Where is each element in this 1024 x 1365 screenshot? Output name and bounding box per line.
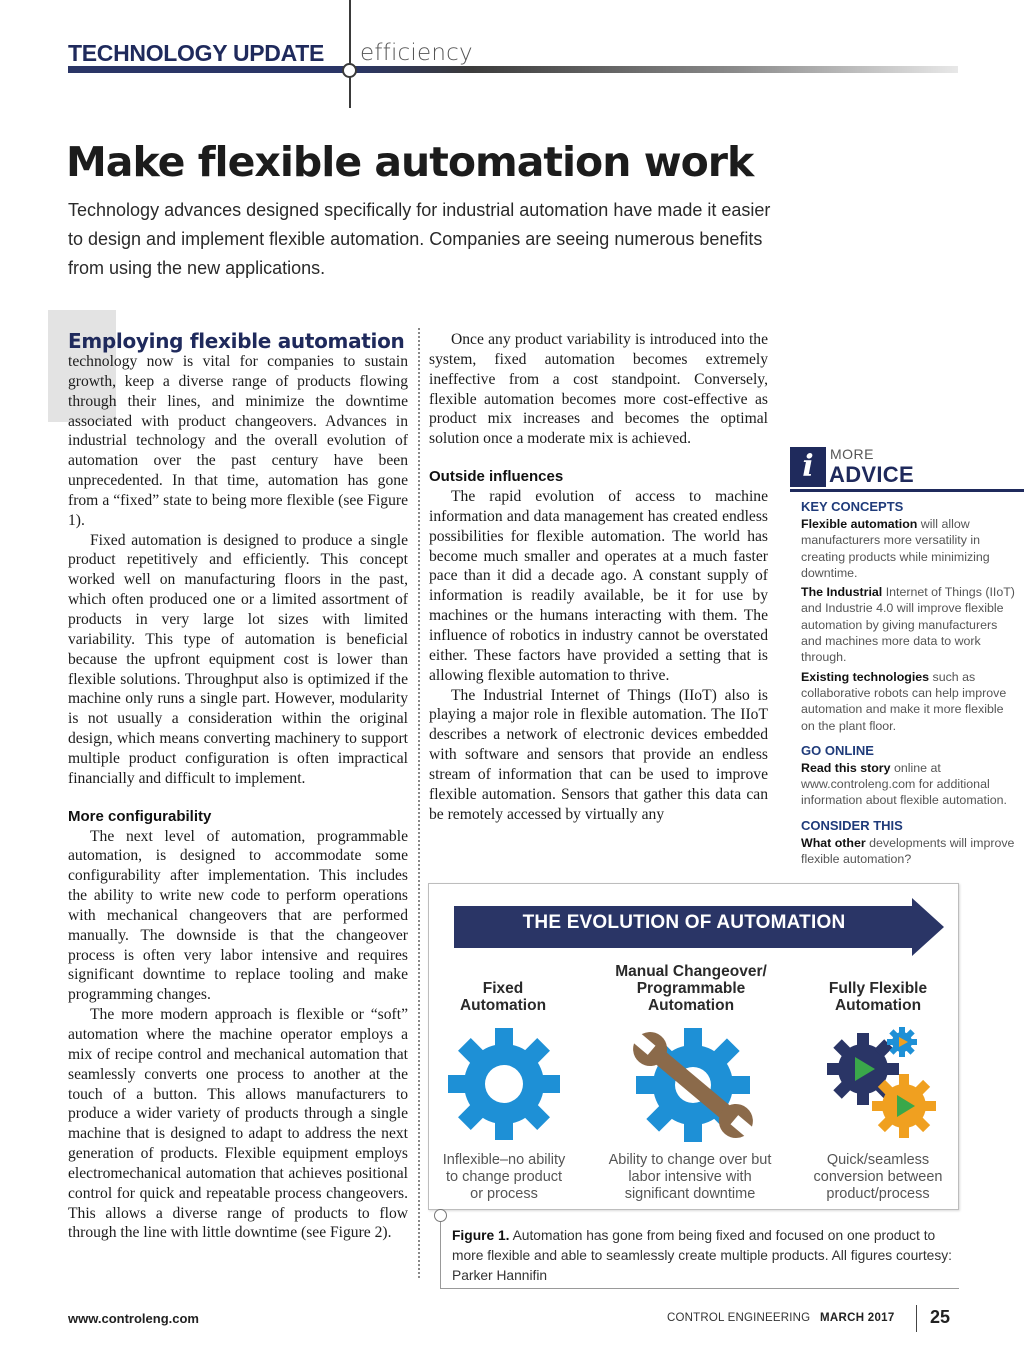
figure-col-title-flexible: Fully Flexible Automation [828,980,928,1014]
caption-bracket-dot [434,1209,447,1222]
footer-date: MARCH 2017 [820,1312,895,1324]
key-concepts-heading: KEY CONCEPTS [801,499,904,514]
gear-icon [445,1025,563,1143]
more-label: MORE [830,446,874,462]
figure-col-desc-fixed: Inflexible–no ability to change product or process [442,1152,566,1202]
column-2 [429,330,768,824]
column-1 [68,330,408,1243]
figure-col-desc-flexible: Quick/seamless conversion between product/process [813,1152,943,1202]
key-concept-2: The Industrial Internet of Things (IIoT) and Industrie 4.0 will improve flexible automation by giving manufacturers and machines more data to work through. [801,585,1015,665]
topic-label: efficiency [360,40,473,66]
footer-divider [916,1305,917,1332]
subheading-more-configurability: More configurability [68,807,212,825]
info-icon: i [790,447,826,487]
article-dek: Technology advances designed specifically for industrial automation have made it easier to design and implement flexible automation. Companies are seeing numerous benefits from using the new applications. [68,200,771,278]
caption-bracket-line [440,1216,441,1289]
column-divider [418,328,420,1278]
sidebar-rule [790,489,1024,492]
footer-url[interactable]: www.controleng.com [68,1311,199,1326]
consider-this-text: What other developments will improve flexible automation? [801,835,1015,867]
consider-this-heading: CONSIDER THIS [801,817,903,833]
advice-label: ADVICE [829,462,914,487]
key-concept-3: Existing technologies such as collaborative robots can help improve automation and make it more flexible on the plant floor. [801,669,1007,733]
paragraph: The Industrial Internet of Things (IIoT) also is playing a major role in flexible automation. The IIoT describes a network of electronic devices embedded with software and sensors that provide an endless stream of information that can be used to improve flexible automation. Sensors that gather this data can be remotely accessed by virtually any [429,686,768,823]
paragraph: The rapid evolution of access to machine information and data management has created endless possibilities for flexible automation. The world has become much smaller and operates at a much faster pace than it did a decade ago. A constant supply of information is readily available, be it for use by machines or the humans interacting with them. The influence of robotics in industry cannot be overstated either. These factors have provided a setting that is allowing flexible automation to thrive. [429,488,768,684]
header-rule-dot [342,63,357,78]
go-online-heading: GO ONLINE [801,742,874,758]
section-label: TECHNOLOGY UPDATE [68,40,325,66]
paragraph: The more modern approach is flexible or “soft” automation where the machine operator employs a mix of recipe control and mechanical automation that seamlessly converts one process to another at the touch of a button. This allows manufacturers to produce a wider variety of products through a single machine that is designed to adapt to address the next generation of products. Flexible equipment employs electromechanical automation that achieves positional control for quick and repeatable process changeovers. This allows a diverse range of products to flow through the line with little downtime (see Figure 2). [68,1006,408,1242]
footer-publication: CONTROL ENGINEERING [667,1312,811,1324]
figure-col-title-fixed: Fixed Automation [459,980,547,1014]
flexible-gears-icon [818,1022,940,1144]
paragraph: technology now is vital for companies to sustain growth, keep a diverse range of products flowing through their lines, and minimize the downtime associated with product changeovers. Advances in industrial technology and the overall evolution of automation over the past century have been unprecedented. In that time, automation has gone from a “fixed” state to being more flexible (see Figure 1). [68,353,408,529]
paragraph: Once any product variability is introduced into the system, fixed automation becomes extremely ineffective from a cost standpoint. Conversely, flexible automation becomes more cost-effective as product mix increases and becomes the optimal solution once a moderate mix is achieved. [429,331,768,448]
key-concept-1: Flexible automation will allow manufacturers more versatility in creating products while minimizing downtime. [801,517,990,580]
figure-caption: Figure 1. Automation has gone from being fixed and focused on one product to more flexible and able to seamlessly create multiple products. All figures courtesy: Parker Hannifin [452,1228,952,1283]
page-number: 25 [930,1307,951,1327]
subheading-outside-influences: Outside influences [429,468,564,486]
paragraph: The next level of automation, programmable automation, is designed to accommodate some configurability after implementation. This includes the ability to write new code to perform operations with mechanical changeovers that are performed manually. The downside is that the changeover process is often very labor intensive and requires significant downtime to replace tooling and make programming changes. [68,827,408,1004]
figure-col-desc-programmable: Ability to change over but labor intensive with significant downtime [608,1152,772,1202]
figure-col-title-programmable: Manual Changeover/ Programmable Automation [615,963,767,1014]
paragraph: Fixed automation is designed to produce a single product repetitively and efficiently. This concept worked well on manufacturing floors in the past, which often produced one or a limited assortment of products in very large lot sizes with limited variability. This type of automation is beneficial because the upfront equipment cost is lower than flexible solutions. Throughput also is optimized if the machine only runs a single part. However, modularity is not usually a consideration within the original design, which means converting machinery to support multiple product configuration is often impractical financially and difficult to implement. [68,531,408,787]
go-online-text[interactable]: Read this story online at www.controleng.com for additional information about flexible automation. [801,760,1007,808]
more-advice-sidebar [801,498,1016,870]
header-rule [68,66,958,73]
article-title: Make flexible automation work [66,138,754,186]
lead-heading: Employing flexible automation [68,329,405,353]
header-divider-line [349,0,351,108]
caption-bracket-base [440,1288,959,1289]
figure-banner-title: THE EVOLUTION OF AUTOMATION [522,912,846,933]
gear-wrench-icon [628,1020,758,1150]
